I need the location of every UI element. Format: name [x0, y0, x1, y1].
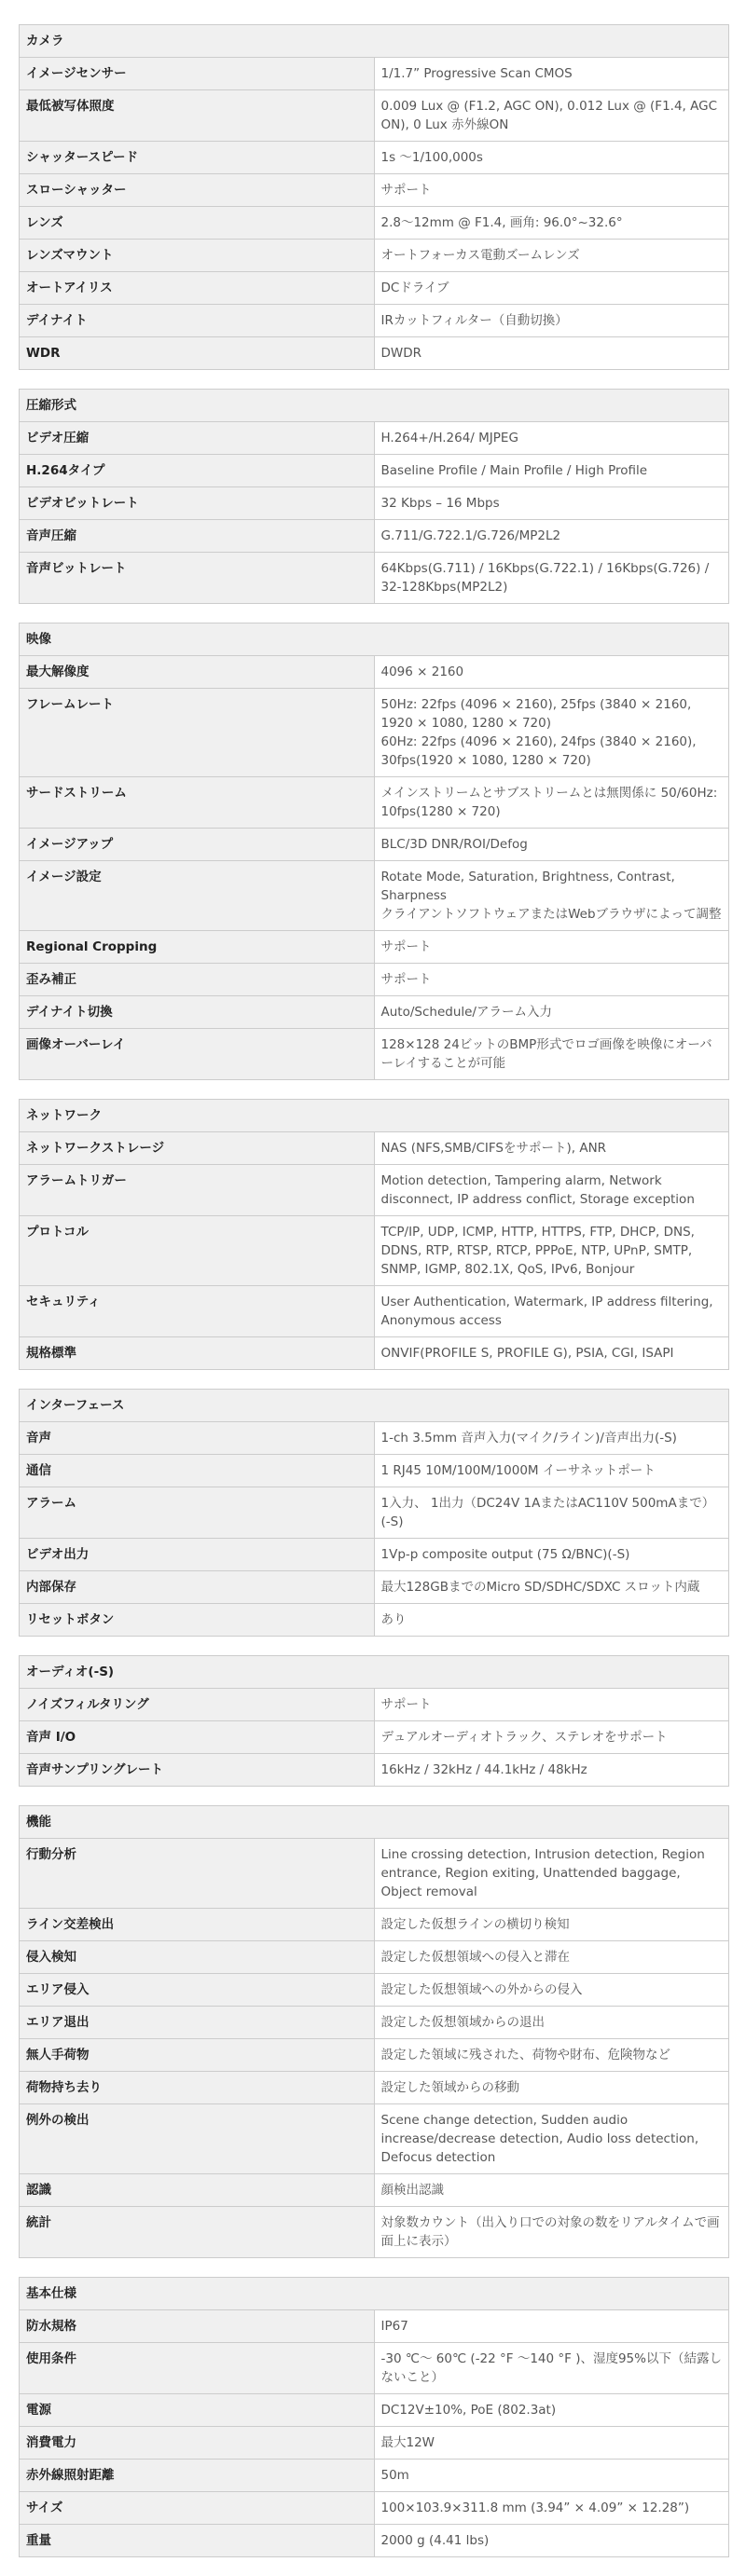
spec-value [374, 861, 729, 931]
spec-value [374, 2174, 729, 2207]
table-row [20, 777, 729, 829]
table-row [20, 1571, 729, 1604]
spec-value-line: -30 ℃～ 60℃ (-22 °F ～140 °F )、湿度95%以下（結露しないこと） [380, 2351, 722, 2385]
spec-value [374, 1422, 729, 1455]
spec-value [374, 2525, 729, 2557]
spec-value-line: Baseline Profile / Main Profile / High Profile [380, 463, 648, 478]
spec-value [374, 2072, 729, 2104]
spec-value [374, 1909, 729, 1941]
spec-value-line: IRカットフィルター（自動切換） [380, 313, 568, 328]
section-title: 基本仕様 [20, 2278, 729, 2310]
spec-value-line: 設定した仮想領域からの退出 [380, 2015, 545, 2030]
spec-label: 赤外線照射距離 [20, 2460, 375, 2492]
spec-value-line: 設定した仮想ラインの横切り検知 [380, 1917, 570, 1932]
table-row [20, 2310, 729, 2343]
spec-label: デイナイト [20, 305, 375, 337]
table-row [20, 455, 729, 487]
spec-value-line: 対象数カウント（出入り口での対象の数をリアルタイムで画面上に表示） [380, 2215, 720, 2249]
spec-value [374, 1754, 729, 1787]
spec-value-line: 4096 × 2160 [380, 665, 464, 679]
table-row [20, 2072, 729, 2104]
spec-label: ネットワークストレージ [20, 1132, 375, 1165]
spec-value-line: 1-ch 3.5mm 音声入力(マイク/ライン)/音声出力(-S) [380, 1431, 677, 1446]
spec-label: 音声ビットレート [20, 553, 375, 604]
spec-value [374, 996, 729, 1029]
spec-value-line: 2.8～12mm @ F1.4, 画角: 96.0°~32.6° [380, 215, 623, 230]
spec-value-line: Line crossing detection, Intrusion detection, Region entrance, Region exiting, Unattended baggage, Object removal [380, 1847, 705, 1899]
spec-label: イメージ設定 [20, 861, 375, 931]
spec-value-line: 最大12W [380, 2435, 435, 2450]
spec-label: 消費電力 [20, 2427, 375, 2460]
spec-value [374, 240, 729, 272]
spec-value-line: サポート [380, 972, 432, 987]
table-row [20, 1839, 729, 1909]
table-row [20, 2525, 729, 2557]
spec-value-line: 1/1.7” Progressive Scan CMOS [380, 66, 573, 81]
spec-value-line: G.711/G.722.1/G.726/MP2L2 [380, 528, 561, 543]
section-header-row [20, 2278, 729, 2310]
table-row [20, 240, 729, 272]
section-title: ネットワーク [20, 1100, 729, 1132]
spec-value [374, 2460, 729, 2492]
table-row [20, 174, 729, 207]
spec-label: プロトコル [20, 1216, 375, 1286]
spec-value-line: 設定した領域からの移動 [380, 2080, 519, 2095]
section-header-row [20, 390, 729, 422]
spec-value-line: Scene change detection, Sudden audio increase/decrease detection, Audio loss detection, Defocus detection [380, 2113, 699, 2165]
spec-table [19, 24, 729, 370]
table-row [20, 337, 729, 370]
table-row [20, 656, 729, 689]
table-row [20, 1286, 729, 1337]
spec-value-line: クライアントソフトウェアまたはWebブラウザによって調整 [380, 907, 722, 922]
table-row [20, 2343, 729, 2394]
table-row [20, 2394, 729, 2427]
spec-value [374, 777, 729, 829]
spec-label: WDR [20, 337, 375, 370]
spec-label: 荷物持ち去り [20, 2072, 375, 2104]
section-header-row [20, 1100, 729, 1132]
table-row [20, 520, 729, 553]
spec-table [19, 389, 729, 604]
table-row [20, 931, 729, 964]
table-row [20, 1909, 729, 1941]
spec-value-line: Motion detection, Tampering alarm, Network disconnect, IP address conflict, Storage exception [380, 1173, 695, 1207]
spec-value-line: 顔検出認識 [380, 2183, 444, 2198]
spec-value [374, 1132, 729, 1165]
spec-value [374, 964, 729, 996]
spec-label: イメージアップ [20, 829, 375, 861]
spec-label: 画像オーバーレイ [20, 1029, 375, 1080]
spec-value [374, 1604, 729, 1637]
spec-value [374, 2007, 729, 2039]
spec-value-line: ONVIF(PROFILE S, PROFILE G), PSIA, CGI, ISAPI [380, 1346, 674, 1361]
spec-value-line: サポート [380, 939, 432, 954]
table-row [20, 1487, 729, 1539]
spec-label: スローシャッター [20, 174, 375, 207]
spec-label: リセットボタン [20, 1604, 375, 1637]
spec-value [374, 422, 729, 455]
spec-table [19, 1099, 729, 1370]
spec-value-line: 50m [380, 2468, 409, 2483]
spec-value-line: 設定した仮想領域への外からの侵入 [380, 1982, 583, 1997]
spec-value [374, 455, 729, 487]
spec-value [374, 520, 729, 553]
spec-value [374, 1286, 729, 1337]
table-row [20, 1422, 729, 1455]
table-row [20, 2104, 729, 2174]
table-row [20, 1689, 729, 1721]
spec-value-line: DC12V±10%, PoE (802.3at) [380, 2403, 557, 2418]
spec-label: 最大解像度 [20, 656, 375, 689]
spec-value [374, 207, 729, 240]
spec-label: ライン交差検出 [20, 1909, 375, 1941]
spec-label: 電源 [20, 2394, 375, 2427]
spec-label: 音声 [20, 1422, 375, 1455]
spec-label: ビデオビットレート [20, 487, 375, 520]
spec-value-line: 100×103.9×311.8 mm (3.94” × 4.09” × 12.28”) [380, 2501, 690, 2515]
table-row [20, 964, 729, 996]
spec-label: ビデオ圧縮 [20, 422, 375, 455]
spec-label: 歪み補正 [20, 964, 375, 996]
spec-value [374, 2310, 729, 2343]
table-row [20, 1941, 729, 1974]
section-title: オーディオ(-S) [20, 1656, 729, 1689]
spec-value [374, 931, 729, 964]
spec-value-line: NAS (NFS,SMB/CIFSをサポート), ANR [380, 1141, 607, 1156]
table-row [20, 2207, 729, 2258]
table-row [20, 689, 729, 777]
spec-label: サードストリーム [20, 777, 375, 829]
spec-value [374, 305, 729, 337]
section-title: 映像 [20, 623, 729, 656]
spec-value-line: オートフォーカス電動ズームレンズ [380, 248, 580, 263]
table-row [20, 1754, 729, 1787]
section-header-row [20, 25, 729, 58]
spec-value-line: DWDR [380, 346, 422, 361]
spec-label: エリア侵入 [20, 1974, 375, 2007]
section-title: 圧縮形式 [20, 390, 729, 422]
table-row [20, 2492, 729, 2525]
spec-label: オートアイリス [20, 272, 375, 305]
spec-value [374, 1721, 729, 1754]
spec-table [19, 1655, 729, 1787]
spec-label: ビデオ出力 [20, 1539, 375, 1571]
table-row [20, 422, 729, 455]
spec-value [374, 337, 729, 370]
spec-value [374, 1689, 729, 1721]
spec-value-line: 設定した領域に残された、荷物や財布、危険物など [380, 2048, 670, 2062]
spec-value-line: 16kHz / 32kHz / 44.1kHz / 48kHz [380, 1762, 587, 1777]
table-row [20, 1974, 729, 2007]
spec-value-line: H.264+/H.264/ MJPEG [380, 431, 518, 445]
spec-label: ノイズフィルタリング [20, 1689, 375, 1721]
spec-table [19, 1805, 729, 2258]
spec-value [374, 90, 729, 142]
spec-value [374, 1487, 729, 1539]
table-row [20, 305, 729, 337]
spec-value [374, 1839, 729, 1909]
spec-label: 通信 [20, 1455, 375, 1487]
spec-value-line: 0.009 Lux @ (F1.2, AGC ON), 0.012 Lux @ (F1.4, AGC ON), 0 Lux 赤外線ON [380, 99, 718, 132]
spec-label: 例外の検出 [20, 2104, 375, 2174]
spec-value [374, 1539, 729, 1571]
section-title: 機能 [20, 1806, 729, 1839]
spec-value-line: Auto/Schedule/アラーム入力 [380, 1005, 552, 1020]
table-row [20, 272, 729, 305]
table-row [20, 2427, 729, 2460]
spec-label: サイズ [20, 2492, 375, 2525]
spec-value [374, 2427, 729, 2460]
spec-label: 認識 [20, 2174, 375, 2207]
spec-value-line: 最大128GBまでのMicro SD/SDHC/SDXC スロット内蔵 [380, 1580, 700, 1595]
spec-label: 統計 [20, 2207, 375, 2258]
spec-value-line: 1s ～1/100,000s [380, 150, 483, 165]
spec-value-line: 1入力、 1出力（DC24V 1AまたはAC110V 500mAまで）(-S) [380, 1496, 715, 1529]
spec-label: 侵入検知 [20, 1941, 375, 1974]
spec-value-line: あり [380, 1612, 407, 1627]
spec-label: 音声 I/O [20, 1721, 375, 1754]
spec-label: イメージセンサー [20, 58, 375, 90]
spec-value-line: 1Vp-p composite output (75 Ω/BNC)(-S) [380, 1547, 630, 1562]
table-row [20, 1539, 729, 1571]
spec-value [374, 2207, 729, 2258]
spec-value [374, 689, 729, 777]
spec-value [374, 2492, 729, 2525]
table-row [20, 829, 729, 861]
table-row [20, 2007, 729, 2039]
spec-value-line: メインストリームとサブストリームとは無関係に 50/60Hz: 10fps(1280 × 720) [380, 786, 718, 819]
table-row [20, 553, 729, 604]
spec-value-line: サポート [380, 183, 432, 198]
spec-value [374, 2039, 729, 2072]
spec-label: 内部保存 [20, 1571, 375, 1604]
spec-value-line: BLC/3D DNR/ROI/Defog [380, 837, 528, 852]
section-title: カメラ [20, 25, 729, 58]
spec-label: レンズマウント [20, 240, 375, 272]
spec-value [374, 1029, 729, 1080]
spec-value [374, 174, 729, 207]
spec-label: 最低被写体照度 [20, 90, 375, 142]
spec-label: フレームレート [20, 689, 375, 777]
spec-value-line: サポート [380, 1697, 432, 1712]
spec-value-line: DCドライブ [380, 281, 449, 295]
spec-value [374, 1455, 729, 1487]
spec-value [374, 1165, 729, 1216]
spec-value [374, 2394, 729, 2427]
table-row [20, 1029, 729, 1080]
section-header-row [20, 1390, 729, 1422]
spec-label: デイナイト切換 [20, 996, 375, 1029]
spec-value [374, 829, 729, 861]
spec-label: アラームトリガー [20, 1165, 375, 1216]
spec-value-line: デュアルオーディオトラック、ステレオをサポート [380, 1730, 668, 1745]
spec-value [374, 2104, 729, 2174]
spec-label: シャッタースピード [20, 142, 375, 174]
table-row [20, 142, 729, 174]
spec-value-line: 1 RJ45 10M/100M/1000M イーサネットポート [380, 1463, 656, 1478]
table-row [20, 58, 729, 90]
spec-value-line: 128×128 24ビットのBMP形式でロゴ画像を映像にオーバーレイすることが可能 [380, 1037, 712, 1071]
spec-label: レンズ [20, 207, 375, 240]
spec-value-line: 32 Kbps – 16 Mbps [380, 496, 500, 511]
spec-label: 無人手荷物 [20, 2039, 375, 2072]
spec-label: 使用条件 [20, 2343, 375, 2394]
table-row [20, 1337, 729, 1370]
spec-value-line: Rotate Mode, Saturation, Brightness, Contrast, Sharpness [380, 870, 675, 903]
spec-value [374, 1337, 729, 1370]
spec-label: Regional Cropping [20, 931, 375, 964]
spec-label: エリア退出 [20, 2007, 375, 2039]
table-row [20, 1604, 729, 1637]
spec-value-line: 50Hz: 22fps (4096 × 2160), 25fps (3840 × 2160, 1920 × 1080, 1280 × 720) [380, 697, 692, 731]
spec-value [374, 1941, 729, 1974]
spec-value [374, 487, 729, 520]
spec-label: H.264タイプ [20, 455, 375, 487]
spec-value [374, 553, 729, 604]
table-row [20, 1721, 729, 1754]
spec-label: 音声サンプリングレート [20, 1754, 375, 1787]
spec-value [374, 1974, 729, 2007]
spec-document [19, 24, 729, 2576]
table-row [20, 2174, 729, 2207]
spec-label: 重量 [20, 2525, 375, 2557]
spec-value-line: User Authentication, Watermark, IP address filtering, Anonymous access [380, 1295, 713, 1328]
table-row [20, 207, 729, 240]
spec-table [19, 1389, 729, 1637]
spec-value [374, 58, 729, 90]
spec-value-line: 60Hz: 22fps (4096 × 2160), 24fps (3840 × 2160), 30fps(1920 × 1080, 1280 × 720) [380, 734, 697, 768]
spec-value-line: 設定した仮想領域への侵入と滞在 [380, 1950, 570, 1965]
section-title: インターフェース [20, 1390, 729, 1422]
spec-value [374, 272, 729, 305]
table-row [20, 1165, 729, 1216]
spec-label: セキュリティ [20, 1286, 375, 1337]
spec-value-line: 2000 g (4.41 lbs) [380, 2533, 490, 2548]
spec-value [374, 1216, 729, 1286]
table-row [20, 1132, 729, 1165]
spec-value-line: IP67 [380, 2319, 408, 2334]
table-row [20, 1216, 729, 1286]
spec-table [19, 623, 729, 1080]
spec-label: 音声圧縮 [20, 520, 375, 553]
table-row [20, 487, 729, 520]
spec-table [19, 2277, 729, 2557]
section-header-row [20, 1806, 729, 1839]
table-row [20, 2039, 729, 2072]
section-header-row [20, 623, 729, 656]
spec-label: 行動分析 [20, 1839, 375, 1909]
table-row [20, 1455, 729, 1487]
table-row [20, 90, 729, 142]
section-header-row [20, 1656, 729, 1689]
spec-value-line: 64Kbps(G.711) / 16Kbps(G.722.1) / 16Kbps(G.726) / 32-128Kbps(MP2L2) [380, 561, 710, 595]
spec-value [374, 1571, 729, 1604]
spec-value [374, 142, 729, 174]
spec-label: 規格標準 [20, 1337, 375, 1370]
table-row [20, 861, 729, 931]
spec-label: 防水規格 [20, 2310, 375, 2343]
spec-label: アラーム [20, 1487, 375, 1539]
spec-value [374, 2343, 729, 2394]
spec-value [374, 656, 729, 689]
spec-value-line: TCP/IP, UDP, ICMP, HTTP, HTTPS, FTP, DHCP, DNS, DDNS, RTP, RTSP, RTCP, PPPoE, NTP, UPnP, SMTP, SNMP, IGMP, 802.1X, QoS, IPv6, Bonjour [380, 1225, 695, 1277]
table-row [20, 2460, 729, 2492]
table-row [20, 996, 729, 1029]
